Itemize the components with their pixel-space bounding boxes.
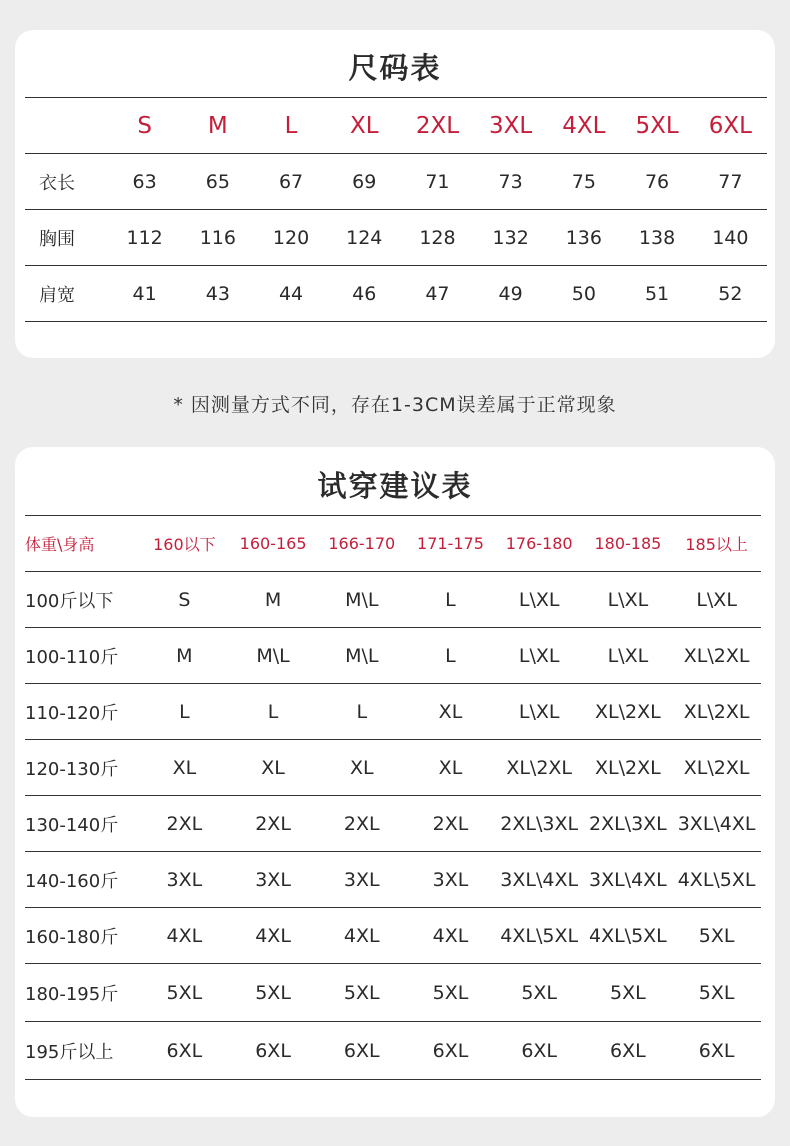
size-cell: XL\2XL [672, 628, 761, 684]
size-cell: 6XL [229, 1022, 318, 1080]
size-cell: XL [317, 740, 406, 796]
size-header-cell: M [181, 98, 254, 154]
size-cell: 5XL [672, 964, 761, 1022]
size-cell: L [317, 684, 406, 740]
size-cell: M\L [229, 628, 318, 684]
table-row [25, 572, 761, 628]
size-cell: L [140, 684, 229, 740]
size-cell: XL\2XL [584, 740, 673, 796]
weight-label: 140-160斤 [25, 852, 140, 908]
measure-value: 43 [181, 266, 254, 322]
size-cell: L\XL [495, 572, 584, 628]
fit-chart-table [25, 515, 761, 1080]
measure-label: 胸围 [25, 210, 108, 266]
weight-label: 160-180斤 [25, 908, 140, 964]
size-cell: 3XL\4XL [672, 796, 761, 852]
size-cell: XL [406, 684, 495, 740]
weight-label: 110-120斤 [25, 684, 140, 740]
size-cell: M\L [317, 628, 406, 684]
size-cell: L [406, 572, 495, 628]
height-header-cell: 166-170 [317, 516, 406, 572]
height-header-cell: 160-165 [229, 516, 318, 572]
size-cell: 2XL [229, 796, 318, 852]
size-cell: XL [406, 740, 495, 796]
weight-label: 100-110斤 [25, 628, 140, 684]
size-cell: 3XL\4XL [584, 852, 673, 908]
fit-header-row [25, 516, 761, 572]
measurement-note: * 因测量方式不同，存在1-3CM误差属于正常现象 [173, 394, 617, 416]
table-row [25, 852, 761, 908]
table-row [25, 964, 761, 1022]
size-cell: L\XL [495, 628, 584, 684]
height-header-cell: 171-175 [406, 516, 495, 572]
size-cell: 5XL [584, 964, 673, 1022]
size-cell: 6XL [672, 1022, 761, 1080]
height-header-cell: 180-185 [584, 516, 673, 572]
size-cell: 6XL [317, 1022, 406, 1080]
height-header-cell: 185以上 [672, 516, 761, 572]
size-header-cell: XL [328, 98, 401, 154]
size-cell: 2XL\3XL [584, 796, 673, 852]
size-cell: L\XL [672, 572, 761, 628]
measure-value: 47 [401, 266, 474, 322]
size-header-cell: 5XL [620, 98, 693, 154]
weight-label: 120-130斤 [25, 740, 140, 796]
size-cell: XL\2XL [495, 740, 584, 796]
fit-chart-card [15, 447, 775, 1117]
size-cell: 4XL\5XL [495, 908, 584, 964]
table-row [25, 796, 761, 852]
size-cell: 5XL [140, 964, 229, 1022]
table-row [25, 154, 767, 210]
size-cell: M\L [317, 572, 406, 628]
size-cell: 5XL [672, 908, 761, 964]
size-cell: L [229, 684, 318, 740]
size-cell: 3XL\4XL [495, 852, 584, 908]
measure-value: 44 [254, 266, 327, 322]
measure-value: 71 [401, 154, 474, 210]
size-cell: 5XL [406, 964, 495, 1022]
table-row [25, 210, 767, 266]
height-header-cell: 176-180 [495, 516, 584, 572]
measure-value: 75 [547, 154, 620, 210]
size-cell: XL\2XL [584, 684, 673, 740]
size-cell: 4XL [229, 908, 318, 964]
measure-value: 50 [547, 266, 620, 322]
measure-value: 120 [254, 210, 327, 266]
size-cell: 6XL [584, 1022, 673, 1080]
size-cell: 4XL [140, 908, 229, 964]
size-header-cell: 6XL [694, 98, 767, 154]
size-cell: 2XL [317, 796, 406, 852]
size-cell: 2XL\3XL [495, 796, 584, 852]
size-header-cell: S [108, 98, 181, 154]
size-cell: XL\2XL [672, 684, 761, 740]
size-cell: M [229, 572, 318, 628]
size-cell: L\XL [584, 628, 673, 684]
weight-label: 100斤以下 [25, 572, 140, 628]
size-cell: 3XL [229, 852, 318, 908]
size-cell: 6XL [140, 1022, 229, 1080]
measure-value: 63 [108, 154, 181, 210]
size-cell: 6XL [495, 1022, 584, 1080]
measure-value: 112 [108, 210, 181, 266]
measure-value: 132 [474, 210, 547, 266]
size-chart-table [25, 97, 767, 322]
size-chart-card [15, 30, 775, 358]
size-cell: 5XL [495, 964, 584, 1022]
table-row [25, 266, 767, 322]
height-header-cell: 160以下 [140, 516, 229, 572]
size-header-cell: 3XL [474, 98, 547, 154]
table-row [25, 1022, 761, 1080]
measure-value: 116 [181, 210, 254, 266]
size-cell: L [406, 628, 495, 684]
size-cell: 5XL [229, 964, 318, 1022]
table-row [25, 684, 761, 740]
measure-value: 67 [254, 154, 327, 210]
measure-label: 衣长 [25, 154, 108, 210]
measure-value: 136 [547, 210, 620, 266]
size-cell: M [140, 628, 229, 684]
measure-value: 124 [328, 210, 401, 266]
size-header-cell: L [254, 98, 327, 154]
size-cell: 3XL [140, 852, 229, 908]
size-cell: 2XL [140, 796, 229, 852]
measure-value: 73 [474, 154, 547, 210]
weight-label: 195斤以上 [25, 1022, 140, 1080]
measure-value: 140 [694, 210, 767, 266]
measure-label: 肩宽 [25, 266, 108, 322]
measure-value: 69 [328, 154, 401, 210]
size-cell: 3XL [406, 852, 495, 908]
measure-value: 76 [620, 154, 693, 210]
fit-header-corner: 体重\身高 [25, 516, 140, 572]
measure-value: 49 [474, 266, 547, 322]
size-cell: 5XL [317, 964, 406, 1022]
size-cell: XL [140, 740, 229, 796]
size-header-cell: 4XL [547, 98, 620, 154]
size-header-row [25, 98, 767, 154]
weight-label: 130-140斤 [25, 796, 140, 852]
size-cell: 4XL\5XL [672, 852, 761, 908]
size-cell: 4XL\5XL [584, 908, 673, 964]
measure-value: 52 [694, 266, 767, 322]
size-cell: L\XL [584, 572, 673, 628]
table-row [25, 740, 761, 796]
size-cell: XL\2XL [672, 740, 761, 796]
size-cell: L\XL [495, 684, 584, 740]
size-cell: 4XL [317, 908, 406, 964]
size-cell: 6XL [406, 1022, 495, 1080]
size-cell: 4XL [406, 908, 495, 964]
measure-value: 46 [328, 266, 401, 322]
size-header-cell: 2XL [401, 98, 474, 154]
measure-value: 138 [620, 210, 693, 266]
fit-chart-title: 试穿建议表 [317, 469, 473, 503]
measure-value: 41 [108, 266, 181, 322]
measure-value: 51 [620, 266, 693, 322]
measure-value: 65 [181, 154, 254, 210]
size-chart-title: 尺码表 [348, 51, 442, 85]
measure-value: 77 [694, 154, 767, 210]
size-cell: 3XL [317, 852, 406, 908]
size-cell: 2XL [406, 796, 495, 852]
measure-value: 128 [401, 210, 474, 266]
weight-label: 180-195斤 [25, 964, 140, 1022]
size-header-corner [25, 98, 108, 154]
size-cell: S [140, 572, 229, 628]
table-row [25, 908, 761, 964]
table-row [25, 628, 761, 684]
size-cell: XL [229, 740, 318, 796]
